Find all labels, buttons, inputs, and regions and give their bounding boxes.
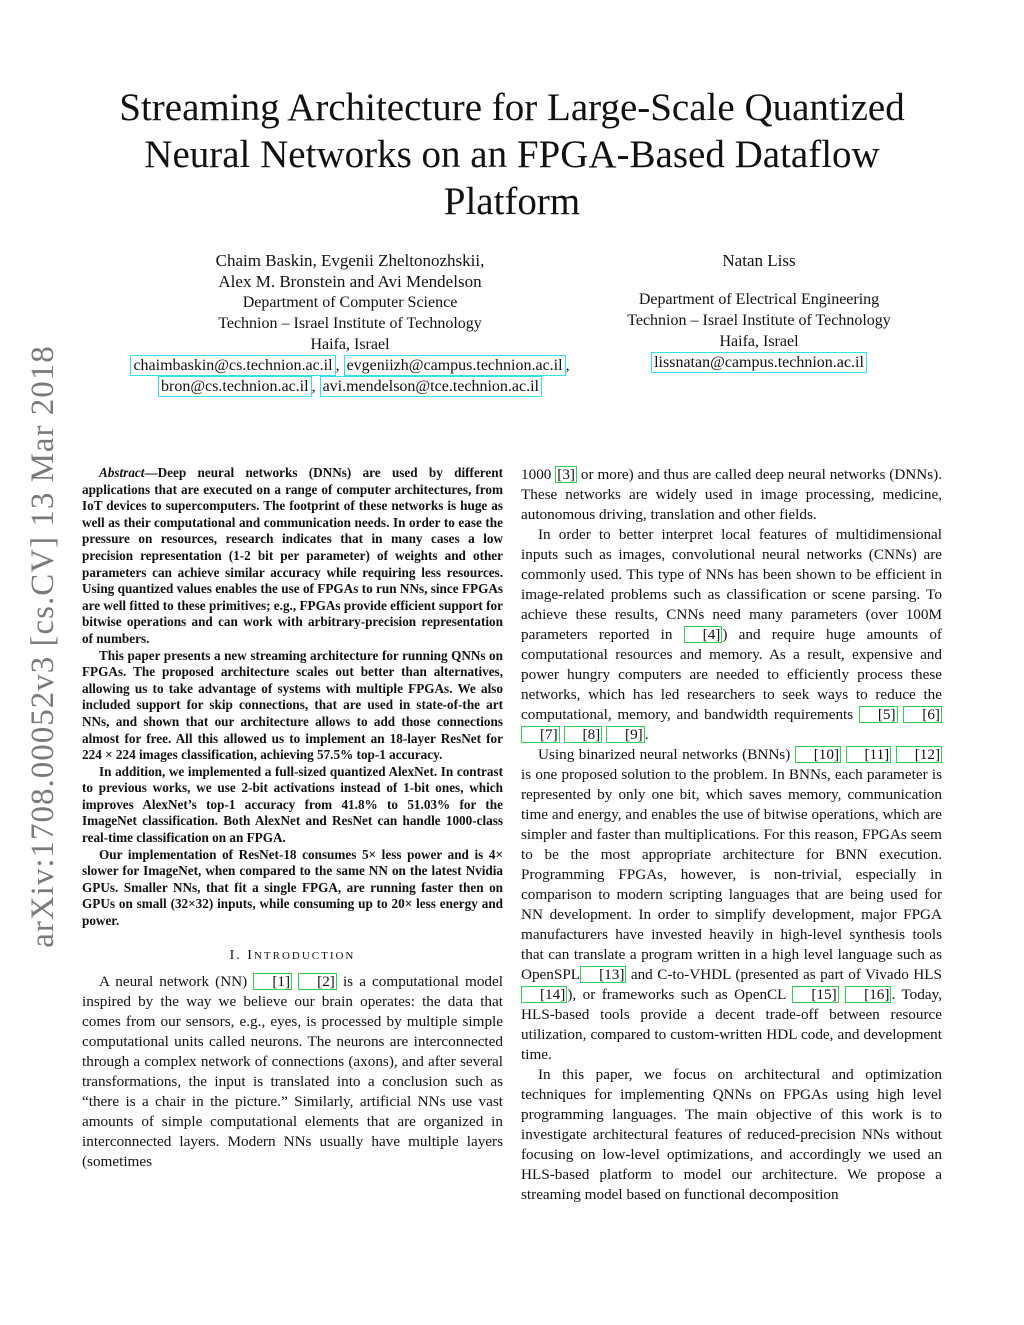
citation-link[interactable]: [3] <box>557 466 575 483</box>
citation-link[interactable]: [6] <box>903 706 942 723</box>
citation-link[interactable]: [8] <box>564 726 603 743</box>
email-link[interactable]: bron@cs.technion.ac.il <box>158 376 312 397</box>
institution: Technion – Israel Institute of Technology <box>218 315 482 332</box>
city: Haifa, Israel <box>310 336 390 353</box>
citation-link[interactable]: [11] <box>846 746 892 763</box>
author-name: Natan Liss <box>722 251 796 270</box>
abstract-label: Abstract <box>99 465 145 480</box>
body-paragraph: In order to better interpret local features of multidimensional inputs such as images, convolutional neural networks (CNNs) are commonly used. This type of NNs has been shown to be efficient in image-related problems such as classification or scene parsing. To achieve these results, CNNs need many parameters (over 100M parameters reported in [4] ) and require huge amounts of computational resources and memory. As a result, expensive and power hungry computers are needed to efficiently process these networks, which has led researchers to seek ways to reduce the computational, memory, and bandwidth requirements [5] [6] [7] [8] [9] . <box>521 526 942 743</box>
citation-link[interactable]: [9] <box>606 726 645 743</box>
arxiv-identifier-text: arXiv:1708.00052v3 [cs.CV] 13 Mar 2018 <box>24 344 61 948</box>
author-names: Chaim Baskin, Evgenii Zheltonozhskii, <box>215 251 485 270</box>
abstract-paragraph: Our implementation of ResNet-18 consumes 5× less power and is 4× slower for ImageNet, when compared to the same NN on the latest Nvidia GPUs. Smaller NNs, that fit a single FPGA, are running faster then on GPUs on small (32×32) inputs, while consuming up to 20× less energy and power. <box>82 846 503 929</box>
intro-text <box>82 972 503 1172</box>
section-title-initial: I <box>247 947 254 963</box>
citation-link[interactable]: [4] <box>684 626 723 643</box>
right-column <box>521 465 942 1205</box>
citation-link[interactable]: [15] <box>792 986 838 1003</box>
body-paragraph: In this paper, we focus on architectural and optimization techniques for implementing QNNs on FPGAs using high level programming languages. The main objective of this work is to investigate architectural features of reduced-precision NNs without focusing on low-level optimizations, and accordingly we used an HLS-based platform to model our architecture. We propose a streaming model based on functional decomposition <box>521 1066 942 1203</box>
department: Department of Electrical Engineering <box>638 291 880 308</box>
citation-link[interactable]: [5] <box>859 706 898 723</box>
title-line: Platform <box>443 180 581 223</box>
abstract-paragraph: In addition, we implemented a full-sized quantized AlexNet. In contrast to previous works, we use 2-bit activations instead of 1-bit ones, which improves AlexNet’s top-1 accuracy from 41.8% to 51.03% for the ImageNet classification. Both AlexNet and ResNet can handle 1000-class real-time classification on an FPGA. <box>82 763 503 846</box>
title-line: Neural Networks on an FPGA-Based Dataflow <box>144 133 880 176</box>
affiliation-left <box>100 250 600 397</box>
citation-link[interactable]: [16] <box>845 986 891 1003</box>
citation-link[interactable]: [13] <box>580 966 626 983</box>
citation-link[interactable]: [2] <box>298 973 337 990</box>
section-heading <box>82 946 503 966</box>
affiliation-right <box>600 250 918 373</box>
email-link[interactable]: chaimbaskin@cs.technion.ac.il <box>130 355 335 376</box>
abstract-paragraph: Abstract—Deep neural networks (DNNs) are used by different applications that are executed on a range of computer architectures, from IoT devices to supercomputers. The footprint of these networks is huge as well as their computational and communication needs. In order to ease the pressure on resources, research indicates that in many cases a low precision representation (1-2 bit per parameter) of weights and other parameters can achieve similar accuracy while requiring less resources. Using quantized values enables the use of FPGAs to run NNs, since FPGAs are well fitted to these primitives; e.g., FPGAs provide efficient support for bitwise operations and can work with arbitrary-precision representation of numbers. <box>82 465 503 646</box>
email-link[interactable]: lissnatan@campus.technion.ac.il <box>651 352 867 373</box>
email-link[interactable]: evgeniizh@campus.technion.ac.il <box>344 355 566 376</box>
city: Haifa, Israel <box>719 333 799 350</box>
title-line: Streaming Architecture for Large-Scale Quantized <box>119 86 905 129</box>
arxiv-identifier-stamp <box>10 344 76 948</box>
citation-link[interactable]: [12] <box>896 746 942 763</box>
email-link[interactable]: avi.mendelson@tce.technion.ac.il <box>320 376 542 397</box>
section-title-rest: NTRODUCTION <box>253 949 356 962</box>
citation-link[interactable]: [1] <box>253 973 292 990</box>
body-paragraph: 1000 [3] or more) and thus are called deep neural networks (DNNs). These networks are widely used in image processing, medicine, autonomous driving, translation and other fields. <box>521 466 942 523</box>
body-paragraph: Using binarized neural networks (BNNs) [10] [11] [12] is one proposed solution to the problem. In BNNs, each parameter is represented by only one bit, which saves memory, communication time and energy, and enables the use of bitwise operations, which are simpler and faster than multiplications. For this reason, FPGAs seem to be the most appropriate architecture for BNN execution. Programming FPGAs, however, is non-trivial, especially in comparison to modern scripting languages that are being used for NN development. In order to simplify development, major FPGA manufacturers have invested heavily in high-level synthesis tools that can translate a program written in a high level language such as OpenSPL [13] and C-to-VHDL (presented as part of Vivado HLS [14] ), or frameworks such as OpenCL [15] [16] . Today, HLS-based tools provide a decent trade-off between resource utilization, compared to custom-written HDL code, and development time. <box>521 746 942 1063</box>
author-names: Alex M. Bronstein and Avi Mendelson <box>218 272 482 291</box>
abstract-paragraph: This paper presents a new streaming architecture for running QNNs on FPGAs. The proposed architecture scales out better than alternatives, allowing us to take advantage of systems with multiple FPGAs. We also included support for skip connections, that are used in state-of-the art NNs, and shown that our architecture allows to add those connections almost for free. All this allowed us to implement an 18-layer ResNet for 224 × 224 images classification, achieving 57.5% top-1 accuracy. <box>82 647 503 763</box>
abstract <box>82 465 503 930</box>
department: Department of Computer Science <box>242 294 458 311</box>
body-paragraph: A neural network (NN) [1] [2] is a computational model inspired by the way we believe our brain operates: the data that comes from our sensors, e.g., eyes, is processed by multiple simple computational units called neurons. The neurons are interconnected through a complex network of connections (axons), and after several transformations, the input is translated into a conclusion such as “there is a chair in the picture.” Similarly, artificial NNs use vast amounts of simple computational elements that are organized in interconnected layers. Modern NNs usually have multiple layers (sometimes <box>82 972 503 1170</box>
institution: Technion – Israel Institute of Technology <box>627 312 891 329</box>
citation-link[interactable]: [14] <box>521 986 567 1003</box>
email-line: bron@cs.technion.ac.il , avi.mendelson@tce.technion.ac.il <box>100 376 600 397</box>
email-line: chaimbaskin@cs.technion.ac.il , evgeniizh@campus.technion.ac.il , <box>100 355 600 376</box>
citation-link[interactable]: [10] <box>795 746 841 763</box>
paper-title <box>60 84 964 225</box>
email-line <box>600 352 918 373</box>
citation-link[interactable]: [7] <box>521 726 560 743</box>
left-column <box>82 465 503 1172</box>
section-number: I. <box>229 947 242 963</box>
